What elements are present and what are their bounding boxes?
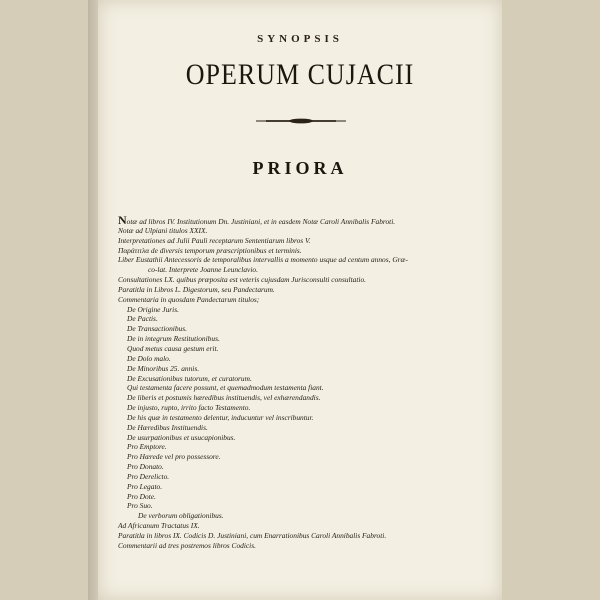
list-item: De Excusationibus tutorum, et curatorum. [127,373,252,383]
list-item: Consultationes LX. quibus præposita est veteris cujusdam Jurisconsulti consultatio. [118,275,366,285]
list-item: Paratitla in libros IX. Codicis D. Justiniani, cum Enarrationibus Caroli Annibalis Fabroti. [118,531,387,540]
list-item: Pro Derelicto. [127,471,170,481]
list-item: De Dolo malo. [127,353,171,363]
list-item: De verborum obligationibus. [138,511,224,521]
list-item: De Pactis. [127,314,158,324]
list-item: Παράτιτλα de diversis temporum præscriptionibus et terminis. [118,245,302,255]
list-item: De Minoribus 25. annis. [127,363,200,373]
list-item: Liber Eustathii Antecessoris de temporalibus intervallis a momento usque ad centum annos, Græ- [118,255,408,265]
list-item: De Hæredibus Instituendis. [127,422,208,432]
page-title: OPERUM CUJACII [185,57,415,92]
list-item: Pro Suo. [127,501,153,511]
list-item: Commentarii ad tres postremos libros Codicis. [118,540,256,550]
list-item: Interpretationes ad Julii Pauli receptarum Sententiarum libros V. [118,235,311,245]
drop-cap: N [118,213,127,227]
list-item-text: otæ ad libros IV. Institutionum Dn. Justiniani, et in easdem Notæ Caroli Annibalis Fabroti. [126,217,396,226]
list-item: Quod metus causa gestum erit. [127,343,219,353]
supertitle: SYNOPSIS [257,33,343,45]
list-item: De Origine Juris. [127,304,179,314]
list-item: De liberis et postumis hæredibus instituendis, vel exhærendandis. [127,393,321,403]
list-item: Notæ ad Ulpiani titulos XXIX. [118,225,208,235]
ornament-rule-icon [256,117,346,125]
list-item: Pro Donato. [127,462,164,472]
list-item: Pro Dote. [127,491,156,501]
list-item: Qui testamenta facere possunt, et quemadmodum testamenta fiant. [127,383,324,393]
list-item: De his quæ in testamento delentur, inducuntur vel inscribuntur. [127,412,314,422]
list-item: Paratitla in Libros L. Digestorum, seu Pandectarum. [118,284,275,294]
section-title: PRIORA [252,158,348,178]
list-item: De Transactionibus. [127,324,187,334]
list-item: De injusto, rupto, irrito facto Testamento. [127,403,251,413]
list-item: Ad Africanum Tractatus IX. [118,521,200,531]
list-item: co-lat. Interprete Joanne Leunclavio. [148,265,258,275]
list-item: Commentaria in quosdam Pandectarum titulos; [118,294,260,304]
list-item: Pro Hærede vel pro possessore. [127,452,221,462]
list-item: Pro Legato. [127,481,163,491]
list-item [118,213,490,227]
book-page [98,0,502,600]
contents-list [118,213,490,551]
list-item: Pro Emptore. [127,442,167,452]
list-item: De usurpationibus et usucapionibus. [127,432,236,442]
list-item: De in integrum Restitutionibus. [127,334,220,344]
